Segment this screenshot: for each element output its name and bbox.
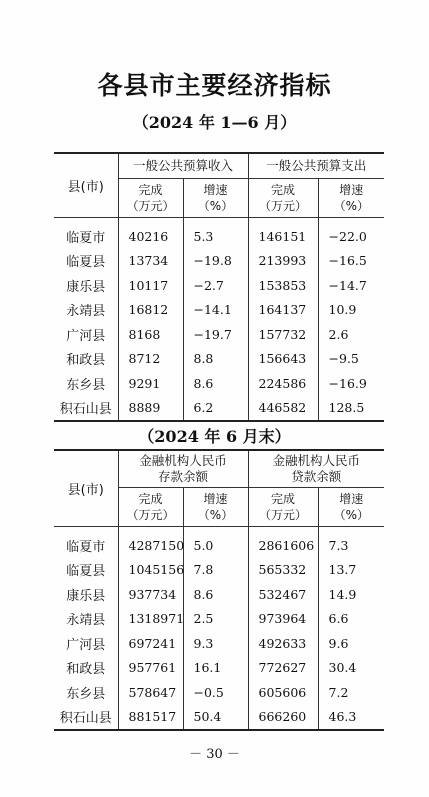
growth-a-cell: 5.0	[183, 527, 248, 558]
table-row	[54, 582, 384, 607]
table-row	[54, 347, 384, 372]
budget-expenditure-header: 一般公共预算支出	[248, 153, 384, 179]
growth-a-cell: 7.8	[183, 558, 248, 583]
growth-a-cell: 50.4	[183, 705, 248, 731]
value-a-cell: 40216	[118, 218, 183, 249]
growth-b-cell: −22.0	[328, 228, 367, 244]
growth-b-cell: 6.6	[328, 611, 349, 627]
table-row	[54, 527, 384, 558]
value-b-cell: 153853	[248, 273, 318, 298]
value-a-cell: 16812	[118, 298, 183, 323]
county-name-cell: 广河县	[54, 631, 118, 656]
county-name-cell: 临夏市	[54, 218, 118, 249]
growth-a-cell: −14.1	[183, 298, 248, 323]
table-row	[54, 705, 384, 731]
growth-a-cell: −19.7	[183, 322, 248, 347]
finance-table-body	[54, 527, 384, 731]
value-a-cell: 4287150	[118, 527, 183, 558]
value-b-cell: 157732	[248, 322, 318, 347]
growth-a-cell: 2.5	[183, 607, 248, 632]
county-column-header: 县(市)	[54, 450, 118, 527]
county-name-cell: 临夏县	[54, 249, 118, 274]
value-b-cell: 666260	[248, 705, 318, 731]
value-a-cell: 8712	[118, 347, 183, 372]
page-title: 各县市主要经济指标	[97, 71, 332, 100]
growth-a-cell: −19.8	[183, 249, 248, 274]
county-name-cell: 康乐县	[54, 273, 118, 298]
table-row	[54, 631, 384, 656]
value-a-cell: 8889	[118, 396, 183, 422]
growth-b-cell: 128.5	[328, 400, 365, 416]
value-a-cell: 1045156	[118, 558, 183, 583]
deposit-value-header: 完成 （万元）	[118, 488, 183, 527]
county-name-cell: 积石山县	[54, 705, 118, 731]
table-row	[54, 322, 384, 347]
expenditure-growth-header: 增速 （%）	[318, 179, 384, 218]
county-name-cell: 东乡县	[54, 371, 118, 396]
growth-a-cell: 8.6	[183, 582, 248, 607]
table-row	[54, 273, 384, 298]
table-row	[54, 558, 384, 583]
growth-a-cell: −0.5	[183, 680, 248, 705]
county-name-cell: 临夏市	[54, 527, 118, 558]
county-name-cell: 永靖县	[54, 298, 118, 323]
value-a-cell: 13734	[118, 249, 183, 274]
section2-period: （2024 年 6 月末）	[138, 427, 291, 446]
growth-b-cell: −16.5	[328, 253, 367, 269]
value-a-cell: 8168	[118, 322, 183, 347]
growth-b-cell: 13.7	[328, 562, 357, 578]
growth-b-cell: 30.4	[328, 660, 357, 676]
section1-period: （2024 年 1—6 月）	[132, 113, 297, 132]
value-b-cell: 2861606	[248, 527, 318, 558]
growth-a-cell: 16.1	[183, 656, 248, 681]
page-number: － 30 －	[189, 747, 240, 762]
county-name-cell: 永靖县	[54, 607, 118, 632]
budget-revenue-header: 一般公共预算收入	[118, 153, 248, 179]
county-name-cell: 积石山县	[54, 396, 118, 422]
county-name-cell: 临夏县	[54, 558, 118, 583]
loan-balance-header: 金融机构人民币 贷款余额	[248, 450, 384, 488]
loan-value-header: 完成 （万元）	[248, 488, 318, 527]
finance-table	[54, 449, 384, 731]
growth-b-cell: 2.6	[328, 326, 349, 342]
growth-a-cell: 8.6	[183, 371, 248, 396]
growth-b-cell: −9.5	[328, 351, 359, 367]
county-name-cell: 东乡县	[54, 680, 118, 705]
revenue-growth-header: 增速 （%）	[183, 179, 248, 218]
table-row	[54, 371, 384, 396]
value-a-cell: 937734	[118, 582, 183, 607]
table-row	[54, 298, 384, 323]
growth-a-cell: −2.7	[183, 273, 248, 298]
value-b-cell: 164137	[248, 298, 318, 323]
value-b-cell: 605606	[248, 680, 318, 705]
deposit-growth-header: 增速 （%）	[183, 488, 248, 527]
value-b-cell: 492633	[248, 631, 318, 656]
growth-b-cell: 46.3	[328, 709, 357, 725]
value-b-cell: 224586	[248, 371, 318, 396]
table-row	[54, 607, 384, 632]
growth-b-cell: −14.7	[328, 277, 367, 293]
county-name-cell: 和政县	[54, 656, 118, 681]
fiscal-table	[54, 152, 384, 422]
value-a-cell: 9291	[118, 371, 183, 396]
growth-b-cell: 9.6	[328, 635, 349, 651]
growth-a-cell: 6.2	[183, 396, 248, 422]
value-b-cell: 156643	[248, 347, 318, 372]
value-b-cell: 532467	[248, 582, 318, 607]
value-a-cell: 697241	[118, 631, 183, 656]
growth-b-cell: 7.2	[328, 684, 349, 700]
table-row	[54, 680, 384, 705]
value-a-cell: 578647	[118, 680, 183, 705]
county-name-cell: 和政县	[54, 347, 118, 372]
growth-b-cell: 14.9	[328, 586, 357, 602]
value-b-cell: 446582	[248, 396, 318, 422]
fiscal-table-body	[54, 218, 384, 422]
table-row	[54, 218, 384, 249]
value-b-cell: 146151	[248, 218, 318, 249]
county-name-cell: 广河县	[54, 322, 118, 347]
value-b-cell: 772627	[248, 656, 318, 681]
value-b-cell: 565332	[248, 558, 318, 583]
county-column-header: 县(市)	[54, 153, 118, 218]
county-name-cell: 康乐县	[54, 582, 118, 607]
growth-b-cell: 7.3	[328, 537, 349, 553]
expenditure-value-header: 完成 （万元）	[248, 179, 318, 218]
growth-a-cell: 5.3	[183, 218, 248, 249]
table-row	[54, 249, 384, 274]
growth-a-cell: 9.3	[183, 631, 248, 656]
value-a-cell: 957761	[118, 656, 183, 681]
revenue-value-header: 完成 （万元）	[118, 179, 183, 218]
table-row	[54, 396, 384, 422]
value-a-cell: 1318971	[118, 607, 183, 632]
loan-growth-header: 增速 （%）	[318, 488, 384, 527]
value-a-cell: 881517	[118, 705, 183, 731]
value-a-cell: 10117	[118, 273, 183, 298]
growth-b-cell: 10.9	[328, 302, 357, 318]
value-b-cell: 213993	[248, 249, 318, 274]
value-b-cell: 973964	[248, 607, 318, 632]
growth-a-cell: 8.8	[183, 347, 248, 372]
table-row	[54, 656, 384, 681]
growth-b-cell: −16.9	[328, 375, 367, 391]
deposit-balance-header: 金融机构人民币 存款余额	[118, 450, 248, 488]
